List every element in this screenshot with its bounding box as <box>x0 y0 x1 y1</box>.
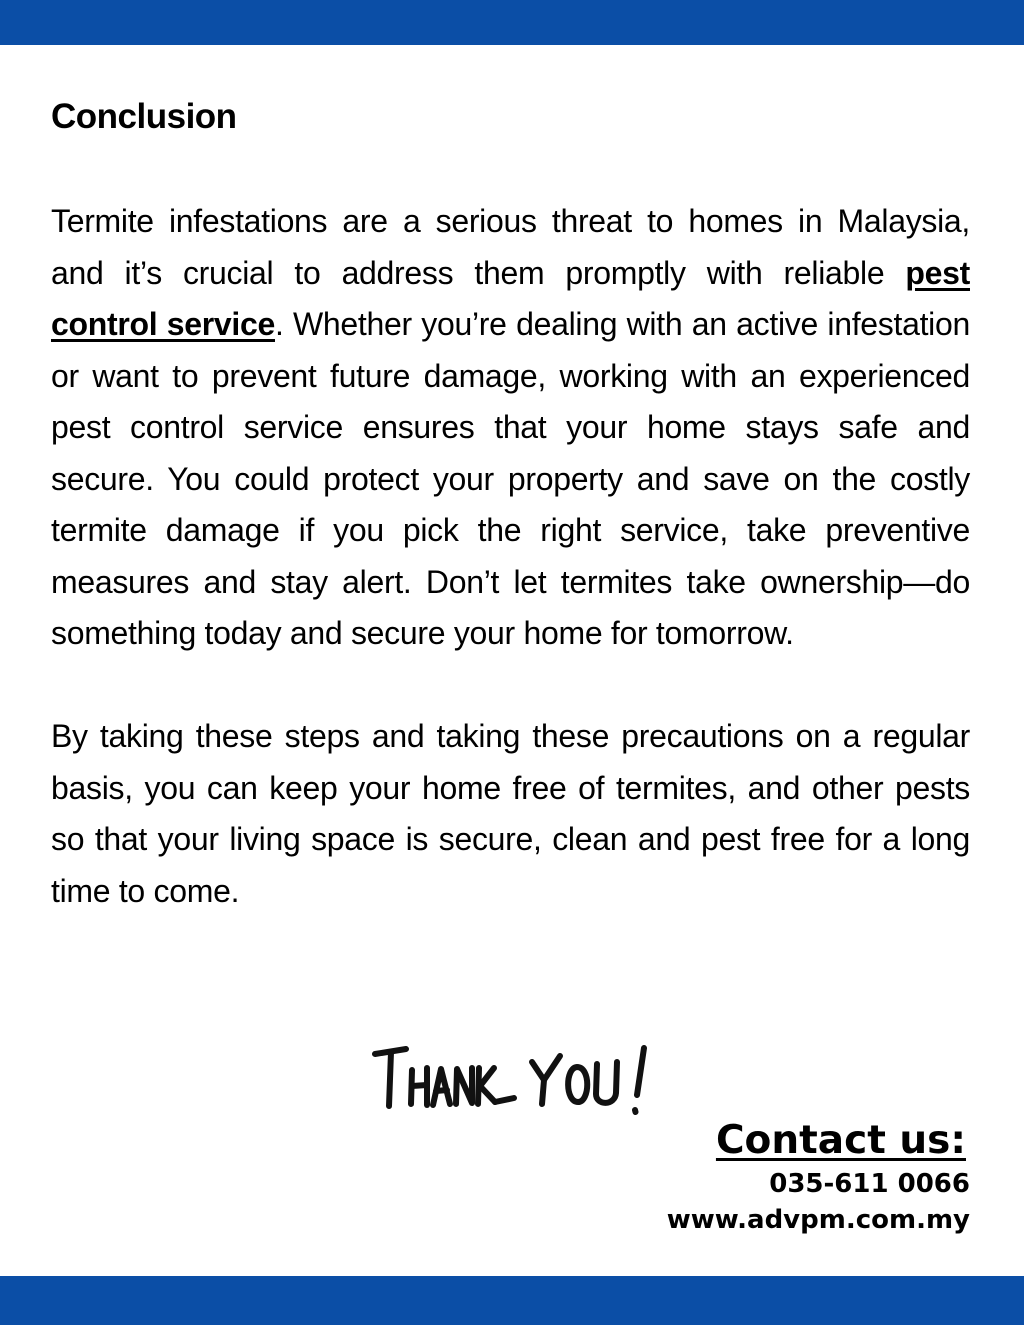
article-heading: Conclusion <box>51 97 237 136</box>
bottom-banner <box>0 1276 1024 1325</box>
top-banner <box>0 0 1024 45</box>
pest-control-service-link[interactable]: pest control service <box>51 254 970 342</box>
paragraph-conclusion <box>51 196 970 660</box>
paragraph-text-after-link: . Whether you’re dealing with an active infestation or want to prevent future damage, working with an experienced pest control service ensures that your home stays safe and secure. You could protect your property and save on the costly termite damage if you pick the right service, take preventive measures and stay alert. Don’t let termites take ownership—do something today and secure your home for tomorrow. <box>51 306 970 651</box>
paragraph-closing: By taking these steps and taking these precautions on a regular basis, you can keep your home free of termites, and other pests so that your living space is secure, clean and pest free for a long time to come. <box>51 718 970 909</box>
website-link[interactable]: www.advpm.com.my <box>666 1205 970 1235</box>
contact-title: Contact us: <box>715 1118 966 1163</box>
contact-block <box>667 1116 970 1238</box>
paragraph-text-before-link: Termite infestations are a serious threat to homes in Malaysia, and it’s crucial to address them promptly with reliable <box>51 203 970 291</box>
thank-you-handwritten <box>372 1040 654 1120</box>
phone-number[interactable]: 035-611 0066 <box>769 1169 970 1199</box>
article <box>51 92 970 917</box>
